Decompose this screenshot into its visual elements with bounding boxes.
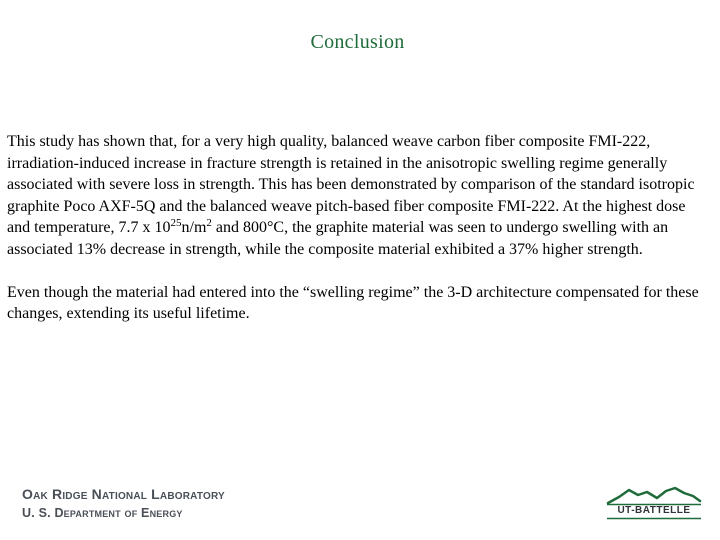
- paragraph-findings: [7, 131, 712, 261]
- fluence-unit-exponent: 2: [206, 217, 212, 230]
- paragraph-swelling: Even though the material had entered into the “swelling regime” the 3-D architecture compensated for these changes, extending its useful lifetime.: [7, 283, 699, 323]
- slide-title: Conclusion: [310, 31, 405, 53]
- doe-logo-line2: U. S. Department of Energy: [22, 506, 183, 520]
- fluence-unit: n/m: [181, 219, 207, 237]
- findings-main-text: This study has shown that, for a very high quality, balanced weave carbon fiber composite FMI-222, irradiation-induced increase in fracture strength is retained in the anisotropic swelling regime generally associated with severe loss in strength. This has been demonstrated by comparison of the standard isotropic graphite Poco AXF-5Q and the balanced weave pitch-based fiber composite FMI-222. At the highest dose and temperature, 7.7 x 10: [7, 133, 695, 237]
- ornl-logo: [22, 484, 312, 522]
- logo-underline: [605, 517, 703, 521]
- ut-battelle-logo: [605, 486, 703, 520]
- ut-battelle-logo-text: UT-BATTELLE: [617, 505, 691, 516]
- fluence-exponent: 25: [170, 217, 182, 230]
- ornl-logo-line1: Oak Ridge National Laboratory: [22, 486, 225, 502]
- body-text: [7, 131, 712, 346]
- mountain-icon: [605, 486, 703, 506]
- findings-tail-text: and 800°C, the graphite material was seen to undergo swelling with an associated 13% decrease in strength, while the composite material exhibited a 37% higher strength.: [7, 219, 669, 258]
